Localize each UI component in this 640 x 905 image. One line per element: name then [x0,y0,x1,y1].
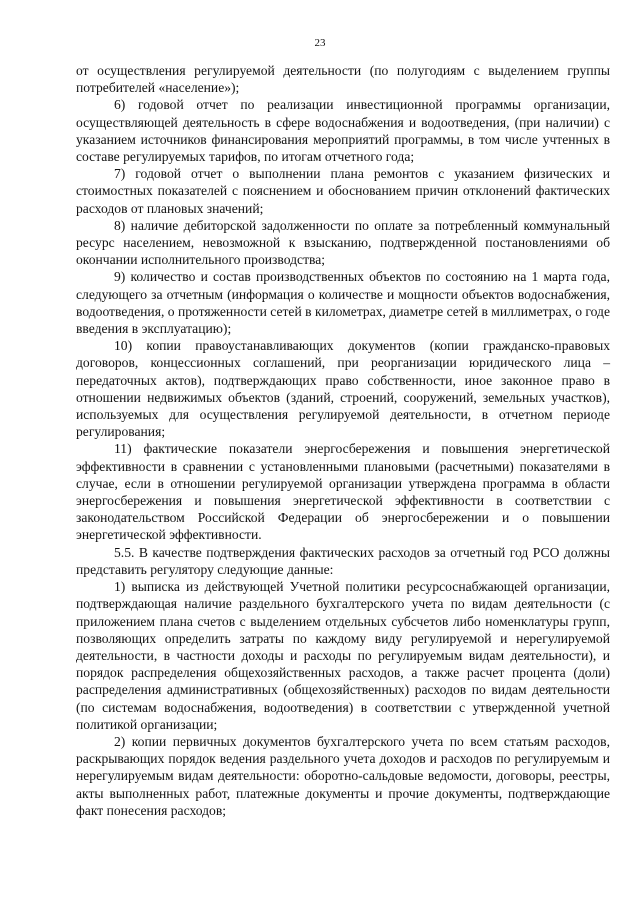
paragraph-subitem-1: 1) выписка из действующей Учетной политики ресурсоснабжающей организации, подтверждающая наличие раздельного бухгалтерского учета по видам деятельности (с приложением плана счетов с выделением отдельных субсчетов либо номенклатуры групп, позволяющих определить затраты по каждому виду регулируемой и нерегулируемой деятельности, в частности доходы и расходы по регулируемым видам деятельности), и порядок распределения общехозяйственных расходов, а также расчет процента (доли) распределения административных (общехозяйственных) расходов по видам деятельности (по системам водоснабжения, водоотведения) в соответствии с утвержденной учетной политикой организации; [76,579,610,732]
document-body [76,62,610,819]
paragraph-item-10: 10) копии правоустанавливающих документов (копии гражданско-правовых договоров, концессионных соглашений, при реорганизации юридического лица – передаточных актов), подтверждающих право собственности, иное законное право в отношении недвижимых объектов (зданий, строений, сооружений, земельных участков), используемых для осуществления регулируемой деятельности, в отчетном периоде регулирования; [76,338,610,440]
paragraph-item-11: 11) фактические показатели энергосбережения и повышения энергетической эффективности в сравнении с установленными плановыми (расчетными) показателями в случае, если в отношении регулируемой организации утверждена программа в области энергосбережения и повышения энергетической эффективности в соответствии с законодательством Российской Федерации об энергосбережении и о повышении энергетической эффективности. [76,441,610,543]
paragraph-item-8: 8) наличие дебиторской задолженности по оплате за потребленный коммунальный ресурс населением, невозможной к взысканию, подтвержденной постановлениями об окончании исполнительного производства; [76,217,610,268]
paragraph-subitem-2: 2) копии первичных документов бухгалтерского учета по всем статьям расходов, раскрывающих порядок ведения раздельного учета доходов и расходов по регулируемым и нерегулируемым видам деятельности: оборотно-сальдовые ведомости, договоры, реестры, акты выполненных работ, платежные документы и прочие документы, подтверждающие факт понесения расходов; [76,733,610,818]
paragraph-continuation: от осуществления регулируемой деятельности (по полугодиям с выделением группы потребителей «население»); [76,63,610,96]
paragraph-item-6: 6) годовой отчет по реализации инвестиционной программы организации, осуществляющей деятельность в сфере водоснабжения и водоотведения, (при наличии) с указанием источников финансирования мероприятий программы, в том числе учтенных в составе регулируемых тарифов, по итогам отчетного года; [76,97,610,165]
paragraph-item-9: 9) количество и состав производственных объектов по состоянию на 1 марта года, следующего за отчетным (информация о количестве и мощности объектов водоснабжения, водоотведения, о протяженности сетей в километрах, диаметре сетей в миллиметрах, о годе введения в эксплуатацию); [76,269,610,337]
paragraph-item-7: 7) годовой отчет о выполнении плана ремонтов с указанием физических и стоимостных показателей с пояснением и обоснованием причин отклонений фактических расходов от плановых значений; [76,166,610,216]
paragraph-section-5-5: 5.5. В качестве подтверждения фактических расходов за отчетный год РСО должны представить регулятору следующие данные: [76,544,610,577]
page-number: 23 [314,37,326,49]
